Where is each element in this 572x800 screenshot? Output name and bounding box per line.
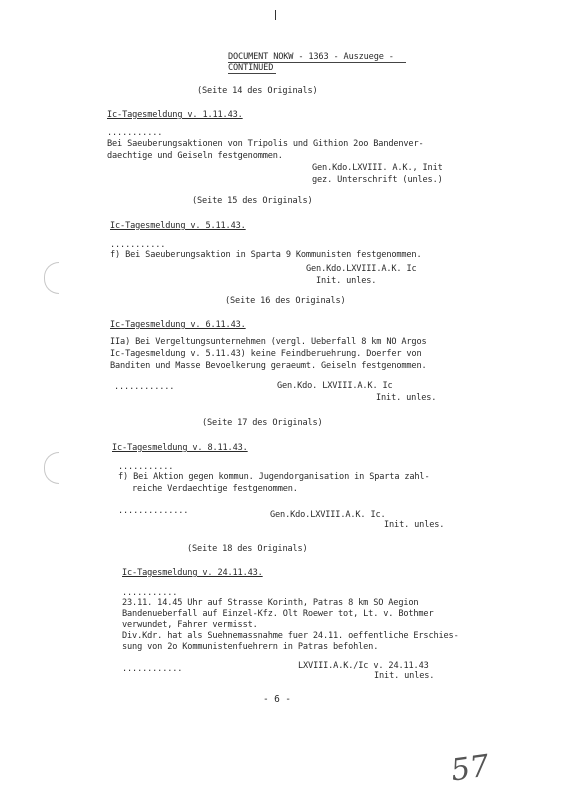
ellipsis-dots: ........... [118, 462, 174, 472]
document-header: DOCUMENT NOKW - 1363 - Auszuege - [228, 52, 394, 62]
ellipsis-dots: ............ [122, 664, 183, 674]
report-body-line: Div.Kdr. hat als Suehnemassnahme fuer 24.11. oeffentliche Erschies- [122, 631, 459, 641]
report-body-line: IIa) Bei Vergeltungsunternehmen (vergl. Ueberfall 8 km NO Argos [110, 337, 427, 347]
report-title: Ic-Tagesmeldung v. 1.11.43. [107, 110, 243, 120]
report-body-line: 23.11. 14.45 Uhr auf Strasse Korinth, Patras 8 km SO Aegion [122, 598, 419, 608]
signature-line: Gen.Kdo.LXVIII. A.K., Init [312, 163, 443, 173]
signature-line: Init. unles. [376, 393, 437, 403]
scan-mark [275, 10, 276, 20]
report-body-line: sung von 2o Kommunistenfuehrern in Patras befohlen. [122, 642, 379, 652]
report-body-line: reiche Verdaechtige festgenommen. [132, 484, 298, 494]
report-title: Ic-Tagesmeldung v. 24.11.43. [122, 568, 263, 578]
report-body-line: daechtige und Geiseln festgenommen. [107, 151, 283, 161]
page-reference: (Seite 17 des Originals) [202, 418, 323, 428]
page-number: - 6 - [263, 694, 291, 705]
report-body-line: Banditen und Masse Bevoelkerung geraeumt. Geiseln festgenommen. [110, 361, 427, 371]
signature-line: Gen.Kdo.LXVIII.A.K. Ic. [270, 510, 386, 520]
page-reference: (Seite 15 des Originals) [192, 196, 313, 206]
signature-line: LXVIII.A.K./Ic v. 24.11.43 [298, 661, 429, 671]
ellipsis-dots: ........... [107, 128, 163, 138]
signature-line: Init. unles. [374, 671, 435, 681]
page-reference: (Seite 18 des Originals) [187, 544, 308, 554]
signature-line: Init. unles. [384, 520, 445, 530]
report-body-line: Bandenueberfall auf Einzel-Kfz. Olt Roewer tot, Lt. v. Bothmer [122, 609, 434, 619]
document-header-continued: CONTINUED [228, 63, 274, 73]
report-title: Ic-Tagesmeldung v. 5.11.43. [110, 221, 246, 231]
report-body-line: verwundet, Fahrer vermisst. [122, 620, 258, 630]
report-body-line: f) Bei Saeuberungsaktion in Sparta 9 Kommunisten festgenommen. [110, 250, 422, 260]
signature-line: Gen.Kdo. LXVIII.A.K. Ic [277, 381, 393, 391]
handwritten-page-number: 57 [448, 748, 492, 789]
punch-hole-top [44, 262, 59, 294]
header-underline-2 [228, 73, 276, 74]
report-body-line: f) Bei Aktion gegen kommun. Jugendorganisation in Sparta zahl- [118, 472, 430, 482]
ellipsis-dots: ........... [122, 588, 178, 598]
page-reference: (Seite 16 des Originals) [225, 296, 346, 306]
ellipsis-dots: ............ [114, 382, 175, 392]
report-body-line: Bei Saeuberungsaktionen von Tripolis und Githion 2oo Bandenver- [107, 139, 424, 149]
report-body-line: Ic-Tagesmeldung v. 5.11.43) keine Feindberuehrung. Doerfer von [110, 349, 422, 359]
ellipsis-dots: ........... [110, 240, 166, 250]
signature-line: Init. unles. [316, 276, 377, 286]
page-reference: (Seite 14 des Originals) [197, 86, 318, 96]
report-title: Ic-Tagesmeldung v. 8.11.43. [112, 443, 248, 453]
signature-line: gez. Unterschrift (unles.) [312, 175, 443, 185]
punch-hole-bottom [44, 452, 59, 484]
signature-line: Gen.Kdo.LXVIII.A.K. Ic [306, 264, 417, 274]
report-title: Ic-Tagesmeldung v. 6.11.43. [110, 320, 246, 330]
ellipsis-dots: .............. [118, 506, 189, 516]
